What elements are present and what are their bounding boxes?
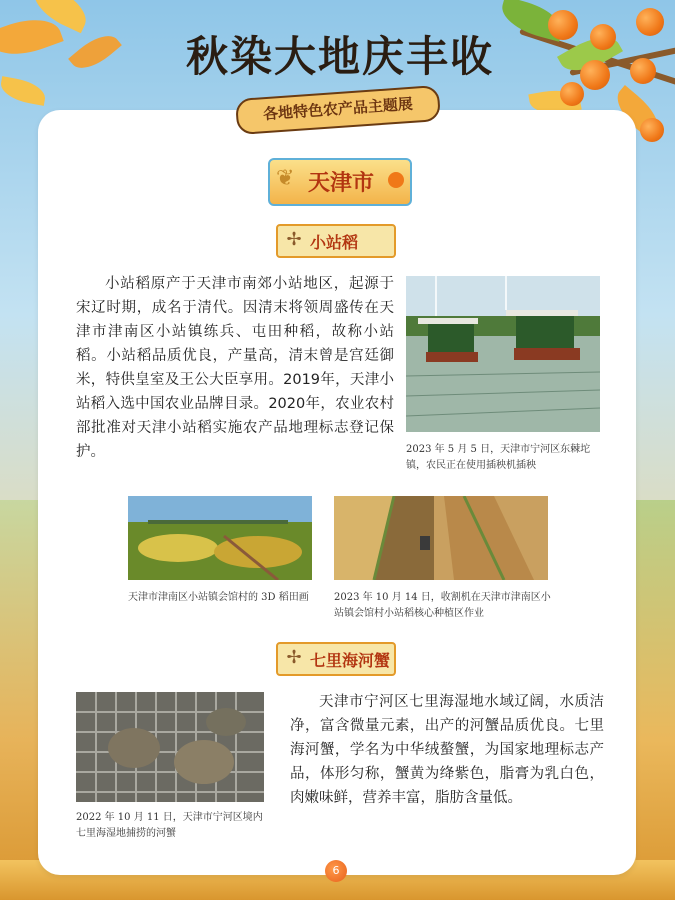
city-name: 天津市 (308, 170, 375, 196)
wheat-icon: ❦ (276, 166, 295, 191)
section-header-xiaozhan-rice (276, 224, 396, 258)
section-paragraph: 小站稻原产于天津市南郊小站地区，起源于宋辽时期，成名于清代。因清末将领周盛传在天津市津南区小站镇练兵、屯田种稻，故称小站稻。小站稻品质优良，产量高，清末曾是宫廷御米，特供皇室及王公大臣享用。2019年，天津小站稻入选中国农业品牌目录。2020年，农业农村部批准对天津小站稻实施农产品地理标志登记保护。 (76, 276, 394, 460)
persimmon-icon (580, 60, 610, 90)
rice-transplanter-photo (406, 276, 600, 432)
persimmon-icon (560, 82, 584, 106)
section-header-qilihai-crab (276, 642, 396, 676)
city-banner (268, 158, 412, 206)
persimmon-icon (630, 58, 656, 84)
page-subtitle: 各地特色农产品主题展 (235, 85, 441, 135)
persimmon-icon (548, 10, 578, 40)
photo-caption: 2022 年 10 月 11 日，天津市宁河区境内七里海湿地捕捞的河蟹 (76, 812, 263, 839)
section-label: 七里海河蟹 (310, 651, 391, 670)
persimmon-icon (636, 8, 664, 36)
photo-caption: 2023 年 10 月 14 日，收割机在天津市津南区小站镇会馆村小站稻核心种植区作业 (334, 592, 551, 619)
section-paragraph: 天津市宁河区七里海湿地水域辽阔，水质洁净，富含微量元素，出产的河蟹品质优良。七里海河蟹，学名为中华绒螯蟹，为国家地理标志产品，体形匀称，蟹黄为绛紫色，脂膏为乳白色，肉嫩味鲜，营养丰富，脂肪含量低。 (290, 694, 604, 806)
harvester-photo (334, 496, 548, 580)
windmill-icon: ✢ (286, 229, 302, 250)
section-label: 小站稻 (310, 233, 359, 252)
leaf-decoration (0, 76, 48, 106)
page-title: 秋染大地庆丰收 (185, 32, 494, 81)
windmill-icon: ✢ (286, 647, 302, 668)
persimmon-icon (640, 118, 664, 142)
photo-caption: 2023 年 5 月 5 日，天津市宁河区东棘坨镇，农民正在使用插秧机插秧 (406, 444, 591, 471)
page-number: 6 (325, 860, 347, 882)
field-decoration (0, 500, 40, 900)
crab-photo (76, 692, 264, 802)
photo-caption: 天津市津南区小站镇会馆村的 3D 稻田画 (128, 592, 309, 603)
leaf-decoration (68, 27, 122, 78)
persimmon-icon (590, 24, 616, 50)
persimmon-icon (388, 172, 404, 188)
field-decoration (636, 500, 675, 900)
rice-painting-photo (128, 496, 312, 580)
